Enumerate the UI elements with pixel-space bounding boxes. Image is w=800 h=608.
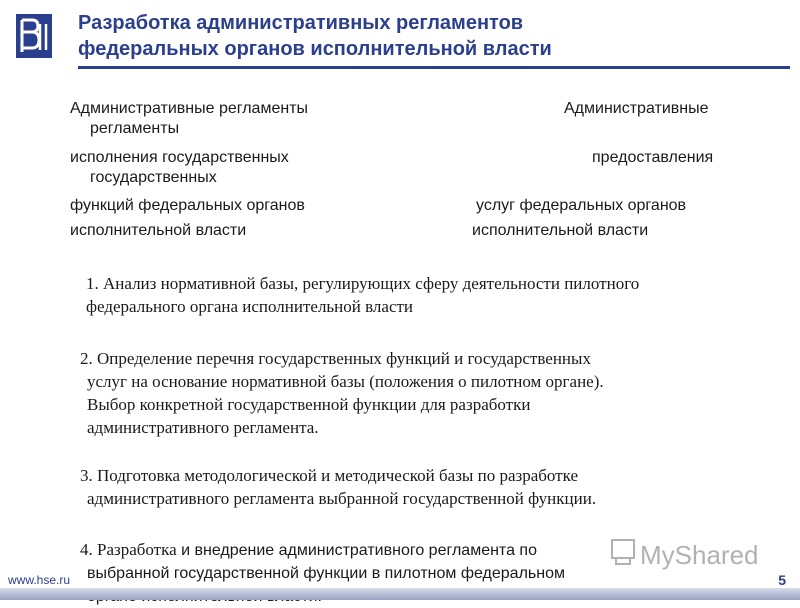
title-line-1: Разработка административных регламентов: [78, 12, 524, 34]
step-2-line-3: Выбор конкретной государственной функции для разработки: [87, 395, 531, 414]
step-1: [86, 272, 639, 318]
left-col-line-3: функций федеральных органов: [70, 197, 305, 214]
left-col-line-2: исполнения государственных: [70, 149, 289, 166]
watermark-text: MyShared: [640, 540, 759, 570]
left-col-wrap-1: регламенты: [90, 120, 180, 137]
myshared-watermark: [608, 530, 768, 580]
right-col-line-3: услуг федеральных органов: [476, 197, 687, 214]
step-2: [80, 347, 604, 439]
step-4-line-2: выбранной государственной функции в пилотном федеральном: [87, 565, 565, 582]
left-col-line-1: Административные регламенты: [70, 100, 309, 117]
step-1-line-1: 1. Анализ нормативной базы, регулирующих сферу деятельности пилотного: [86, 274, 640, 293]
footer-url[interactable]: www.hse.ru: [8, 573, 71, 587]
step-3-line-2: административного регламента выбранной государственной функции.: [87, 489, 597, 508]
step-4-line-1b: и внедрение административного регламента по: [176, 542, 537, 559]
right-col-line-1: Административные: [564, 100, 709, 117]
page-number: 5: [778, 572, 786, 588]
page-title: [78, 10, 778, 62]
step-3-line-1: 3. Подготовка методологической и методической базы по разработке: [80, 466, 578, 485]
step-3: [80, 464, 596, 510]
step-2-line-1: 2. Определение перечня государственных функций и государственных: [80, 349, 591, 368]
right-col-line-2: предоставления: [592, 149, 714, 166]
step-2-line-4: административного регламента.: [87, 418, 319, 437]
hse-logo: [12, 10, 56, 62]
step-1-line-2: федерального органа исполнительной власти: [86, 297, 414, 316]
step-4-line-1a: 4. Разработка: [80, 540, 177, 559]
footer-bar: [0, 588, 800, 600]
right-col-line-4: исполнительной власти: [472, 222, 649, 239]
title-line-2: федеральных органов исполнительной власти: [78, 38, 552, 60]
left-col-line-4: исполнительной власти: [70, 222, 247, 239]
step-2-line-2: услуг на основание нормативной базы (положения о пилотном органе).: [87, 372, 604, 391]
left-col-wrap-2: государственных: [90, 169, 217, 186]
title-divider: [78, 66, 790, 69]
